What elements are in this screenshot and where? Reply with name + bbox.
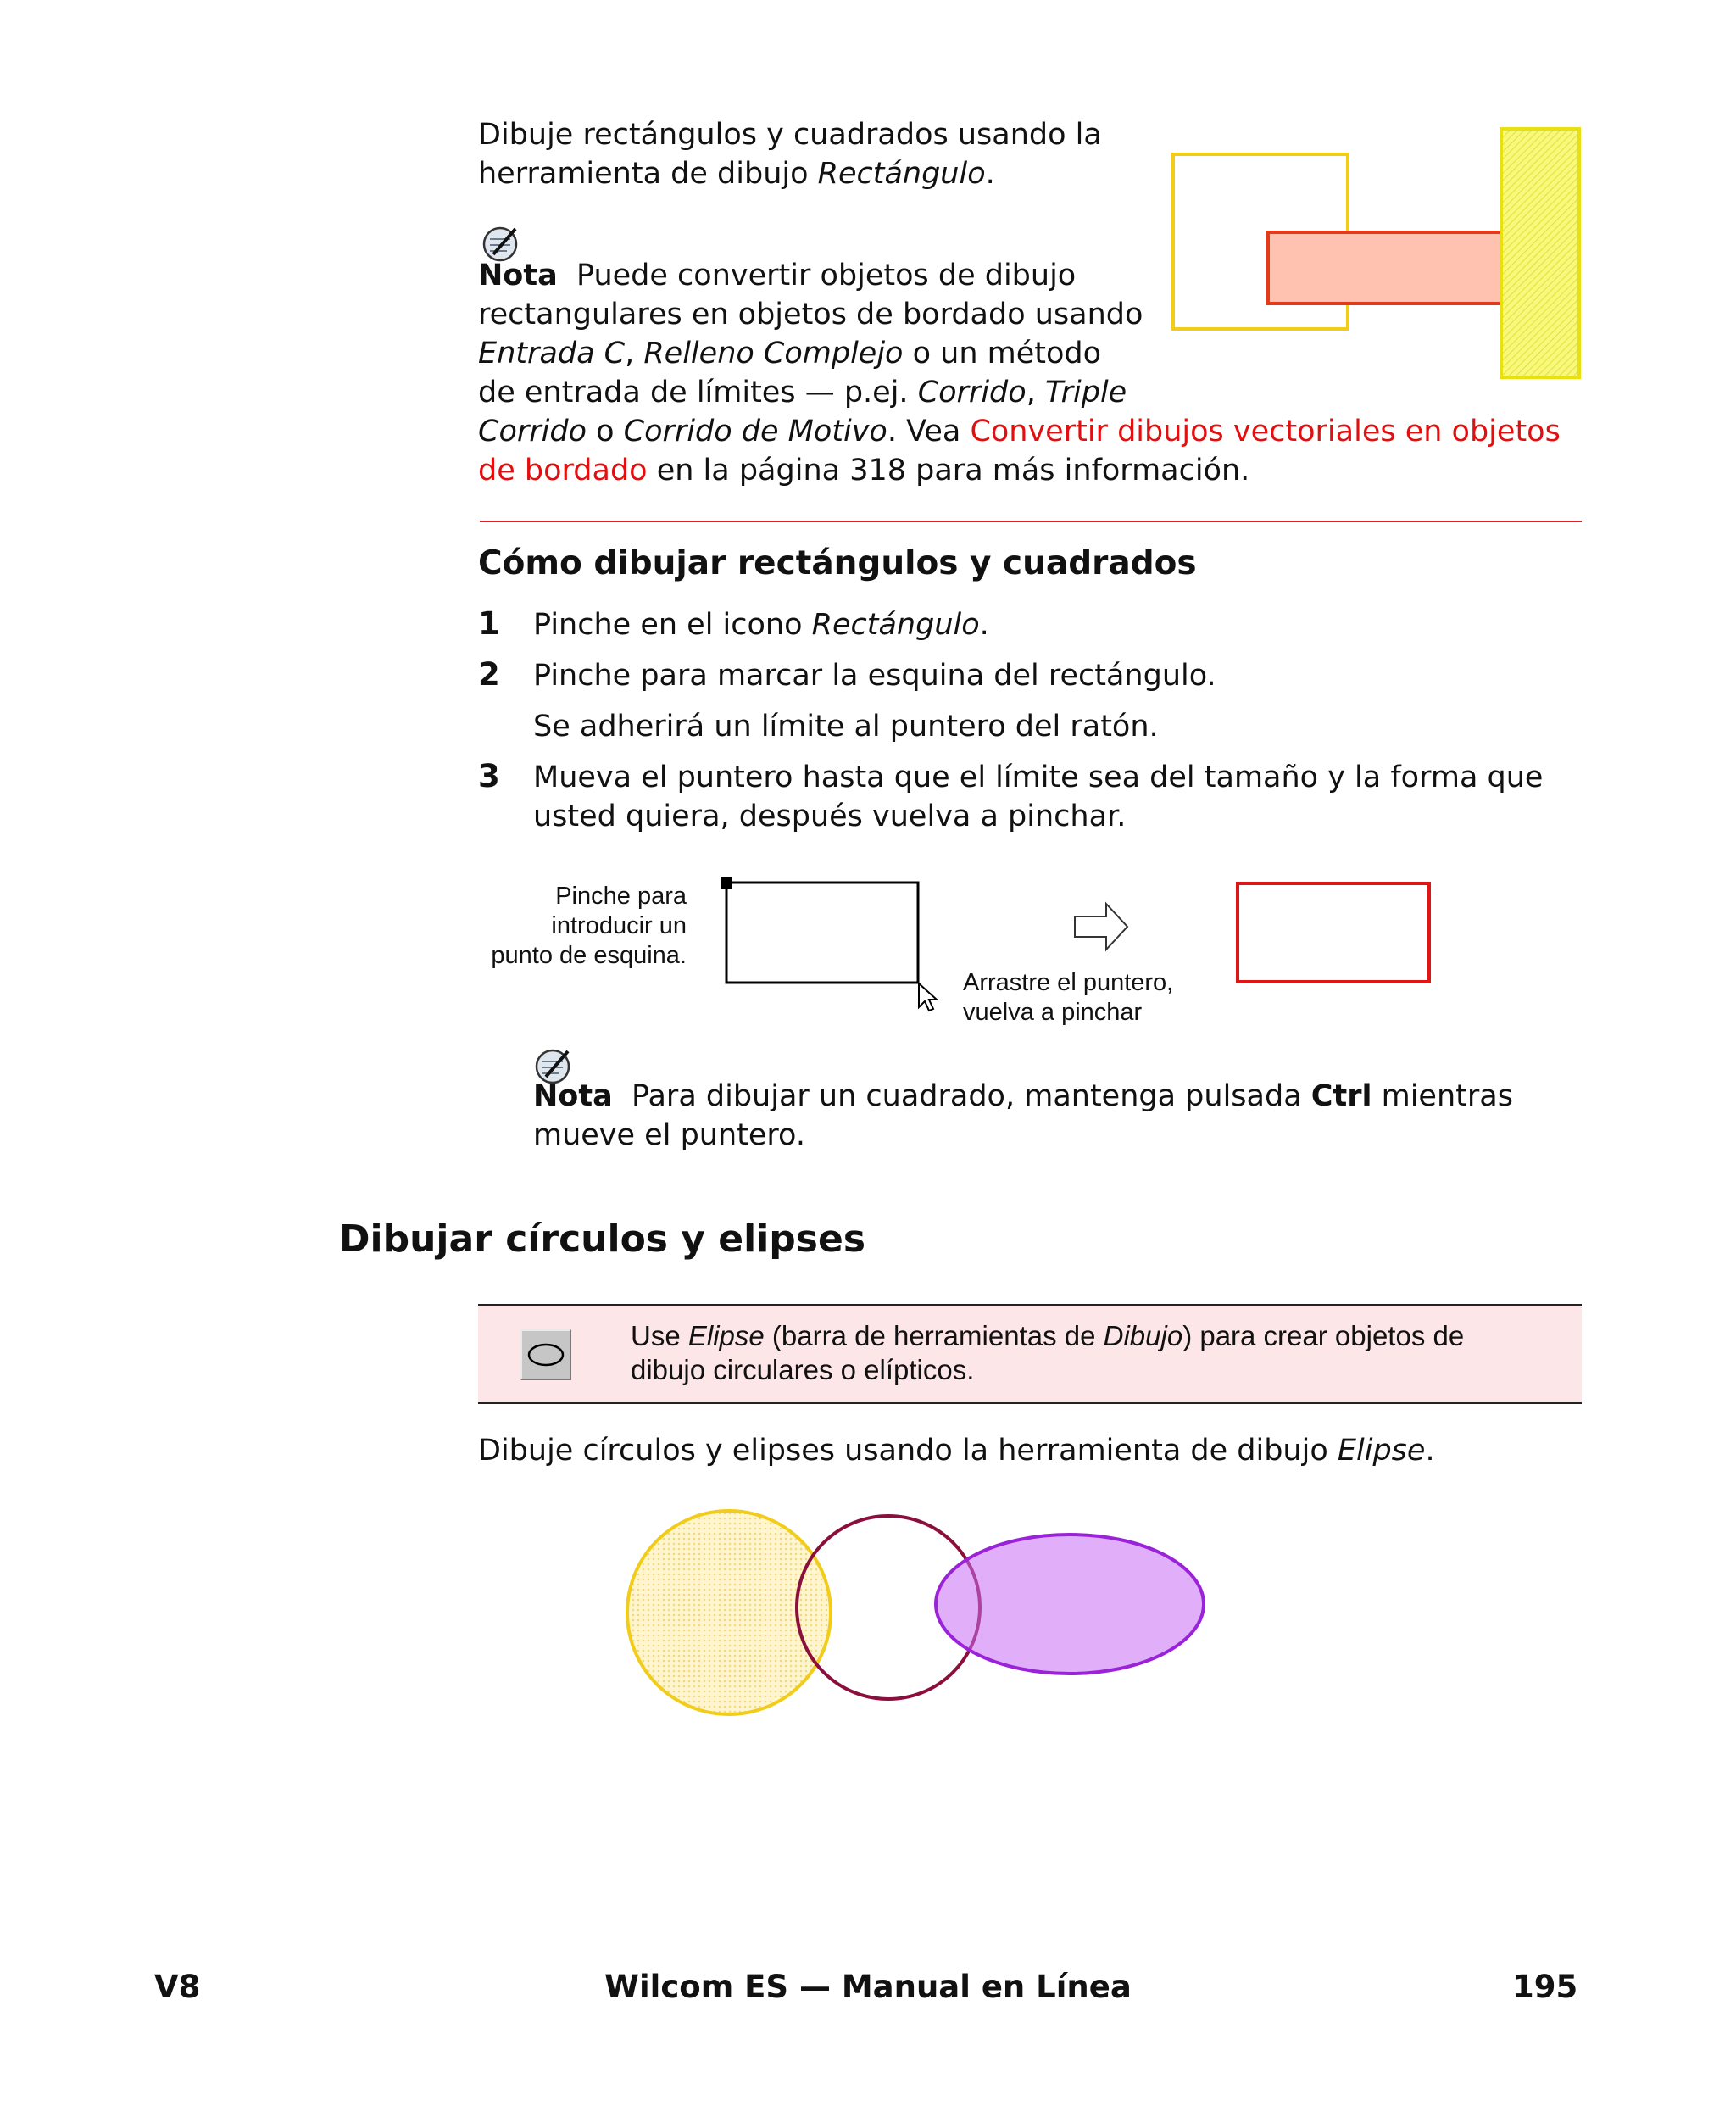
red-outline-rectangle — [1238, 883, 1429, 982]
note-2 — [533, 1077, 1550, 1155]
black-outline-rectangle — [726, 883, 918, 983]
tool-info-box — [478, 1304, 1582, 1404]
arrow-right-icon — [1075, 904, 1127, 950]
note-1-line-6: de bordado en la página 318 para más información. — [478, 454, 1250, 487]
footer-title: Wilcom ES — Manual en Línea — [604, 1969, 1132, 2005]
figure-caption-right: Arrastre el puntero, vuelva a pinchar — [963, 969, 1174, 1026]
tool-info-text: Use Elipse (barra de herramientas de Dibujo) para crear objetos de dibujo circulares o elípticos. — [631, 1320, 1465, 1385]
footer-page-number: 195 — [1512, 1969, 1578, 2005]
note-1-line-1: Nota Puede convertir objetos de dibujo — [478, 259, 1077, 292]
figure-caption-left: Pinche para introducir un punto de esquina. — [491, 883, 687, 969]
step-3-number: 3 — [478, 758, 500, 794]
step-1-text: Pinche en el icono Rectángulo. — [533, 608, 989, 642]
note-1 — [478, 256, 1580, 490]
section-heading-rectangles: Cómo dibujar rectángulos y cuadrados — [478, 544, 1197, 582]
ellipse-icon — [522, 1331, 570, 1379]
cross-reference-link-cont[interactable]: de bordado — [478, 454, 648, 487]
cross-reference-link[interactable]: Convertir dibujos vectoriales en objetos — [970, 415, 1561, 448]
circles-illustration — [610, 1501, 1221, 1730]
step-3-text: Mueva el puntero hasta que el límite sea del tamaño y la forma que usted quiera, después vuelva a pinchar. — [533, 760, 1544, 833]
note-1-line-4: de entrada de límites — p.ej. Corrido, Triple — [478, 376, 1127, 409]
yellow-dotted-circle — [627, 1511, 831, 1714]
ellipse-intro-text: Dibuje círculos y elipses usando la herramienta de dibujo Elipse. — [478, 1434, 1435, 1468]
note-1-line-5: Corrido o Corrido de Motivo. Vea Convertir dibujos vectoriales en objetos — [478, 415, 1561, 448]
note-2-line-2: mueve el puntero. — [533, 1118, 805, 1152]
mouse-pointer-icon — [919, 983, 937, 1011]
note-1-line-3: Entrada C, Relleno Complejo o un método — [478, 337, 1102, 370]
intro-line-2: herramienta de dibujo Rectángulo. — [478, 157, 995, 191]
note-1-line-2: rectangulares en objetos de bordado usando — [478, 298, 1143, 331]
section-heading-ellipses: Dibujar círculos y elipses — [339, 1217, 866, 1261]
intro-text — [478, 115, 1102, 193]
step-2-number: 2 — [478, 656, 500, 693]
ellipse-tool-button[interactable] — [520, 1329, 571, 1380]
step-2-subtext: Se adherirá un límite al puntero del ratón. — [533, 710, 1159, 744]
purple-ellipse — [936, 1535, 1204, 1674]
section-divider — [480, 521, 1582, 522]
intro-line-1: Dibuje rectángulos y cuadrados usando la — [478, 118, 1102, 152]
footer-version: V8 — [154, 1969, 201, 2005]
step-2-text: Pinche para marcar la esquina del rectángulo. — [533, 659, 1216, 693]
step-1-number: 1 — [478, 605, 500, 642]
note-2-line-1: Nota Para dibujar un cuadrado, mantenga pulsada Ctrl mientras — [533, 1079, 1513, 1113]
